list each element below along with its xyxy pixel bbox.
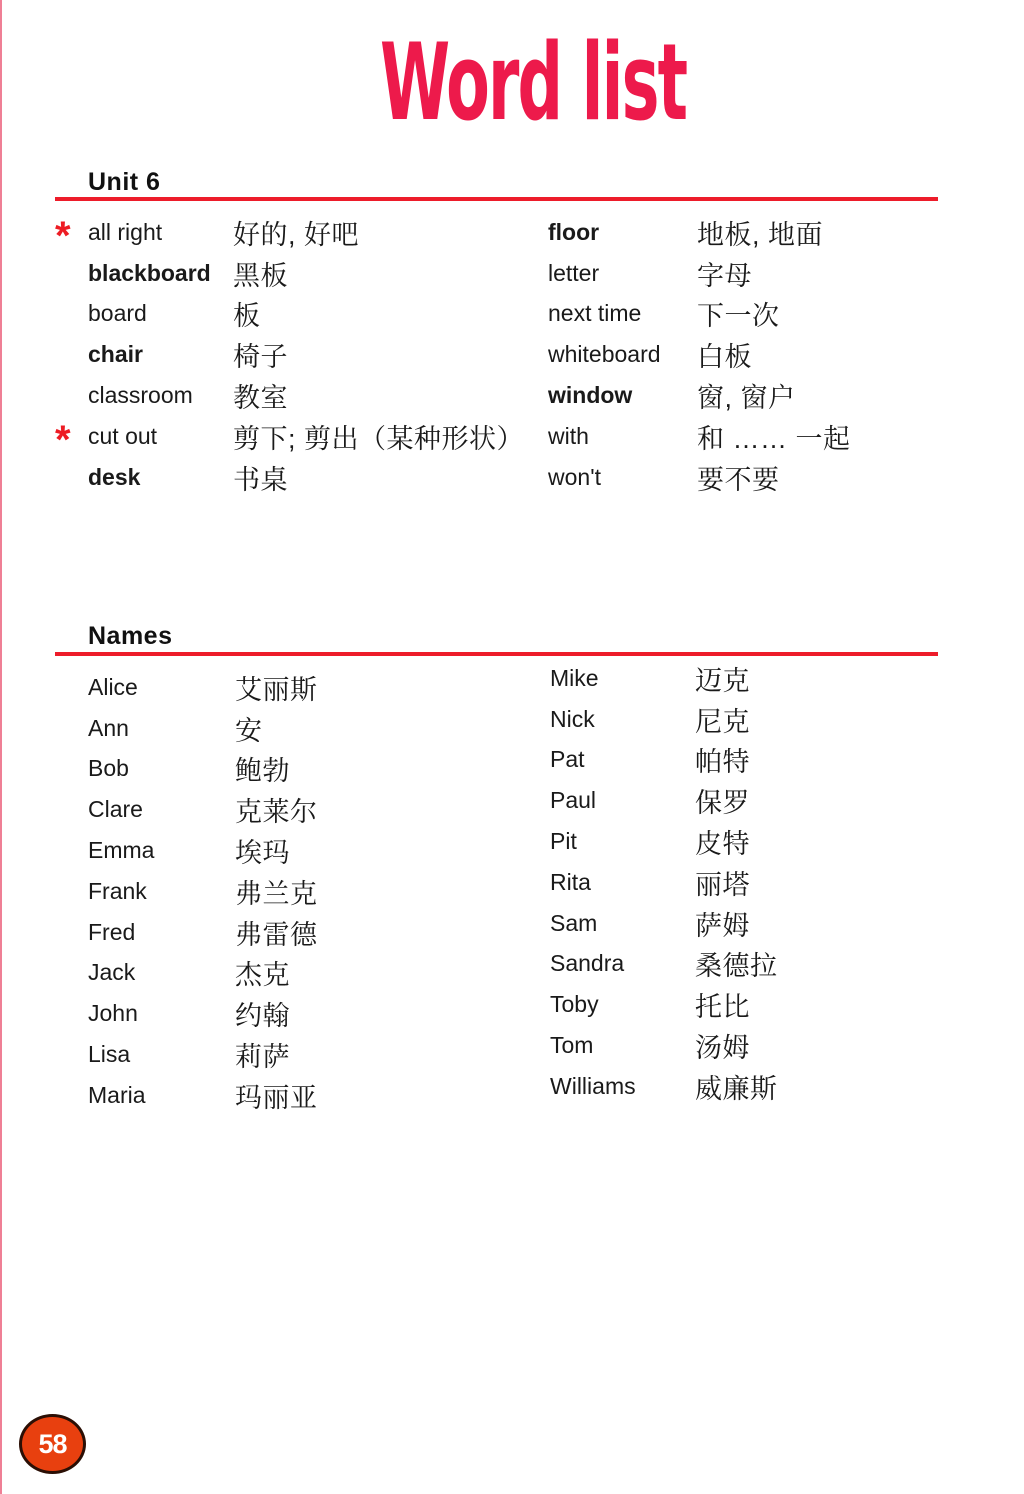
word-row — [548, 253, 978, 294]
names-right-column — [550, 658, 980, 1107]
english-name: Pit — [550, 828, 577, 855]
chinese-name: 莉萨 — [235, 1042, 290, 1073]
unit6-right-column — [548, 212, 978, 498]
english-term: all right — [88, 218, 163, 245]
english-name: John — [88, 1000, 138, 1027]
name-row — [550, 658, 980, 699]
chinese-name: 保罗 — [695, 788, 750, 819]
name-row — [550, 780, 980, 821]
chinese-name: 弗雷德 — [235, 919, 318, 950]
english-name: Ann — [88, 714, 129, 741]
english-name: Fred — [88, 918, 136, 945]
english-term: next time — [548, 300, 642, 327]
chinese-name: 鲍勃 — [235, 756, 290, 787]
chinese-name: 弗兰克 — [235, 878, 318, 909]
chinese-translation: 好的, 好吧 — [233, 219, 360, 250]
star-icon: * — [55, 214, 71, 259]
name-row — [88, 830, 528, 871]
page-title: Word list — [380, 21, 687, 144]
english-name: Jack — [88, 959, 136, 986]
name-row — [88, 993, 528, 1034]
english-name: Nick — [550, 705, 595, 732]
name-row — [88, 1034, 528, 1075]
english-name: Mike — [550, 664, 599, 691]
english-name: Bob — [88, 755, 129, 782]
chinese-translation: 要不要 — [697, 464, 780, 495]
english-name: Clare — [88, 796, 143, 823]
word-row — [55, 253, 525, 294]
chinese-translation: 下一次 — [697, 301, 780, 332]
unit6-left-column — [55, 212, 525, 498]
chinese-name: 克莱尔 — [235, 797, 318, 828]
name-row — [550, 903, 980, 944]
english-name: Emma — [88, 837, 155, 864]
section-heading-names: Names — [88, 622, 173, 650]
names-left-column — [88, 667, 528, 1116]
name-row — [550, 862, 980, 903]
name-row — [88, 1075, 528, 1116]
name-row — [88, 749, 528, 790]
name-row — [88, 871, 528, 912]
english-term: chair — [88, 341, 143, 368]
chinese-name: 托比 — [695, 992, 750, 1023]
english-name: Toby — [550, 991, 599, 1018]
chinese-translation: 黑板 — [233, 260, 288, 291]
chinese-name: 汤姆 — [695, 1033, 750, 1064]
star-icon: * — [55, 418, 71, 463]
english-name: Paul — [550, 787, 597, 814]
name-row — [88, 912, 528, 953]
english-term: window — [548, 382, 633, 409]
word-row — [55, 416, 525, 463]
english-term: letter — [548, 259, 600, 286]
name-row — [88, 953, 528, 994]
chinese-name: 尼克 — [695, 706, 750, 737]
name-row — [88, 708, 528, 749]
english-name: Frank — [88, 877, 147, 904]
chinese-name: 玛丽亚 — [235, 1082, 318, 1113]
word-row — [55, 457, 525, 498]
chinese-name: 埃玛 — [235, 838, 290, 869]
word-row — [55, 294, 525, 335]
english-term: blackboard — [88, 259, 211, 286]
chinese-translation: 板 — [233, 301, 261, 332]
chinese-translation: 书桌 — [233, 464, 288, 495]
name-row — [550, 740, 980, 781]
chinese-translation: 白板 — [697, 342, 752, 373]
name-row — [550, 1025, 980, 1066]
english-name: Williams — [550, 1072, 636, 1099]
word-row — [548, 334, 978, 375]
english-term: floor — [548, 218, 600, 245]
name-row — [550, 821, 980, 862]
page-number: 58 — [38, 1428, 67, 1459]
chinese-translation: 剪下; 剪出（某种形状） — [233, 423, 525, 454]
chinese-name: 安 — [235, 715, 263, 746]
english-name: Alice — [88, 673, 138, 700]
name-row — [550, 699, 980, 740]
chinese-translation: 教室 — [233, 383, 288, 414]
chinese-name: 萨姆 — [695, 910, 750, 941]
chinese-translation: 和 …… 一起 — [697, 423, 851, 454]
english-term: desk — [88, 463, 141, 490]
chinese-name: 帕特 — [695, 747, 750, 778]
name-row — [550, 984, 980, 1025]
english-name: Sam — [550, 909, 598, 936]
chinese-translation: 字母 — [697, 260, 752, 291]
english-name: Rita — [550, 868, 591, 895]
section-rule-names — [55, 652, 938, 656]
chinese-name: 皮特 — [695, 829, 750, 860]
section-heading-unit6: Unit 6 — [88, 168, 161, 196]
english-term: cut out — [88, 422, 158, 449]
chinese-translation: 椅子 — [233, 342, 288, 373]
name-row — [550, 944, 980, 985]
chinese-translation: 地板, 地面 — [697, 219, 824, 250]
english-name: Tom — [550, 1032, 594, 1059]
english-name: Lisa — [88, 1041, 131, 1068]
word-row — [548, 212, 978, 253]
english-name: Pat — [550, 746, 585, 773]
section-rule-unit6 — [55, 197, 938, 201]
name-row — [88, 789, 528, 830]
english-term: won't — [548, 463, 601, 490]
english-name: Maria — [88, 1081, 146, 1108]
english-term: with — [548, 422, 589, 449]
english-name: Sandra — [550, 950, 625, 977]
chinese-name: 约翰 — [235, 1001, 290, 1032]
chinese-name: 威廉斯 — [695, 1073, 778, 1104]
name-row — [88, 667, 528, 708]
chinese-name: 艾丽斯 — [235, 674, 318, 705]
chinese-translation: 窗, 窗户 — [697, 383, 796, 414]
page-number-badge — [19, 1414, 86, 1474]
chinese-name: 丽塔 — [695, 869, 750, 900]
chinese-name: 桑德拉 — [695, 951, 778, 982]
english-term: classroom — [88, 382, 193, 409]
word-row — [55, 375, 525, 416]
word-row — [548, 457, 978, 498]
word-row — [548, 375, 978, 416]
name-row — [550, 1066, 980, 1107]
word-row — [548, 294, 978, 335]
english-term: board — [88, 300, 147, 327]
chinese-name: 迈克 — [695, 665, 750, 696]
english-term: whiteboard — [548, 341, 661, 368]
word-row — [55, 334, 525, 375]
word-row — [548, 416, 978, 457]
left-edge-line — [0, 0, 2, 1494]
word-row — [55, 212, 525, 259]
chinese-name: 杰克 — [235, 960, 290, 991]
